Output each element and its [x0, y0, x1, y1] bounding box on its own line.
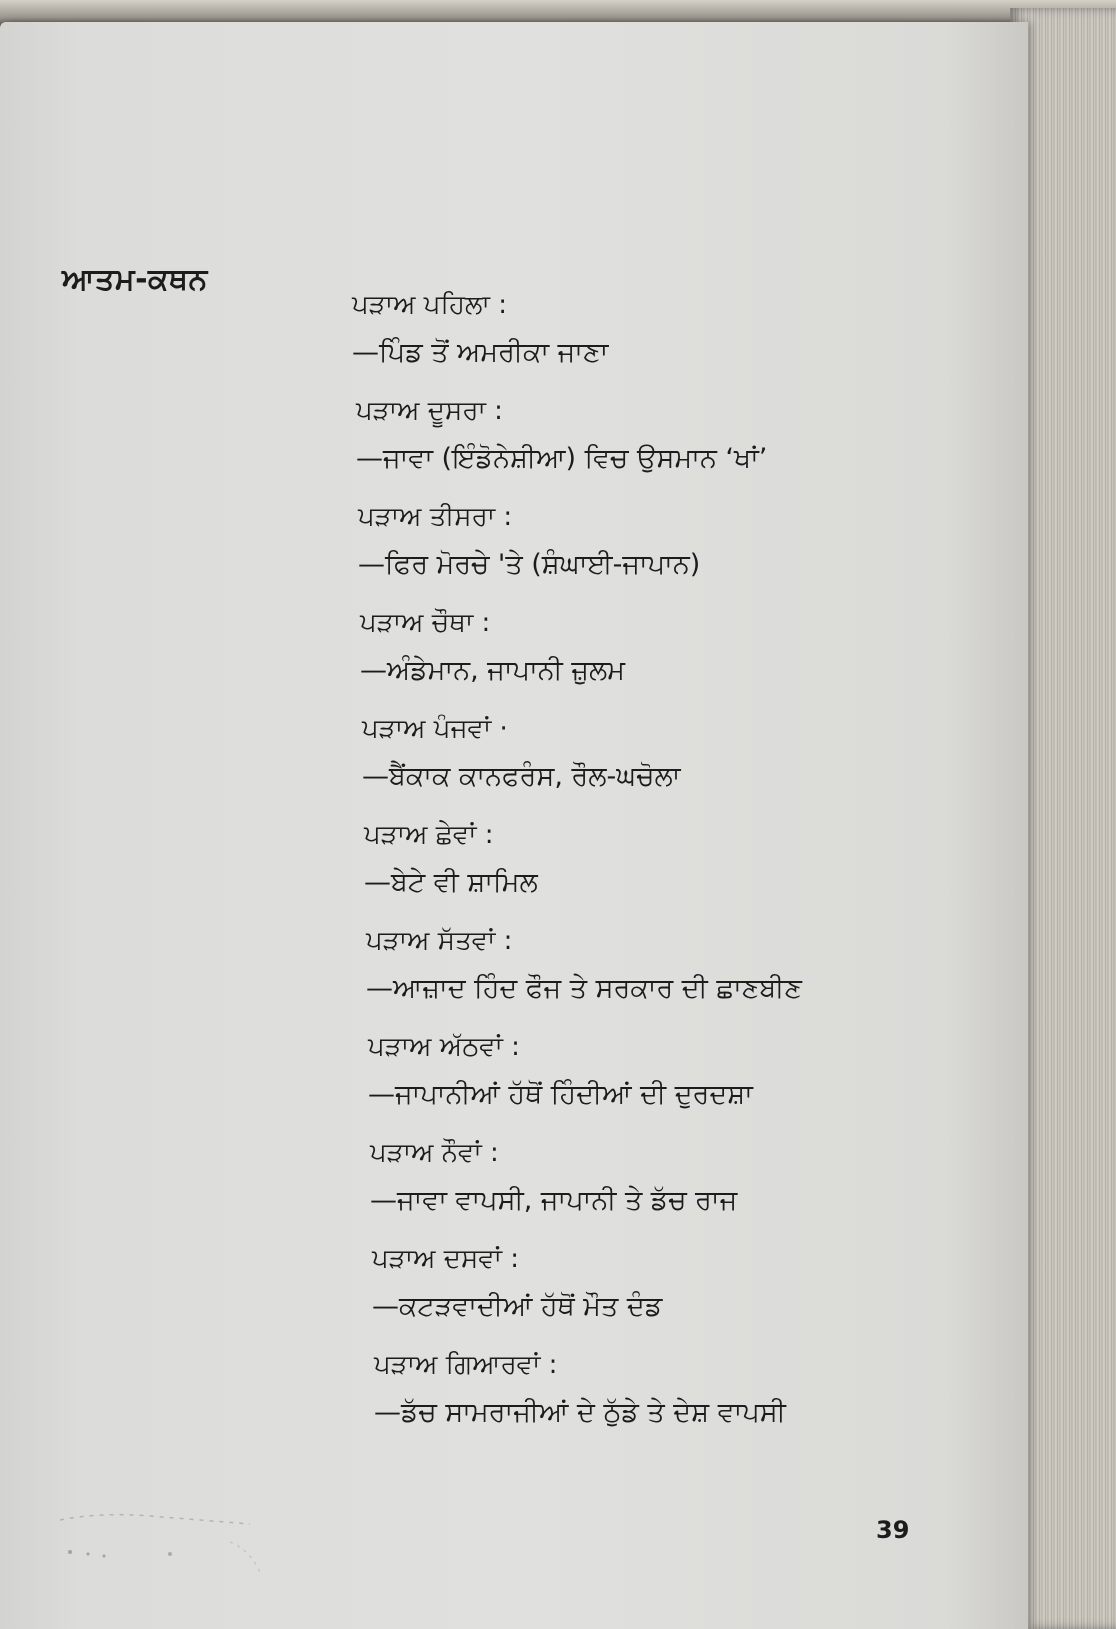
page-number: 39: [876, 1516, 910, 1544]
stage-subtitle: —ਪਿੰਡ ਤੋਂ ਅਮਰੀਕਾ ਜਾਣਾ: [352, 337, 609, 368]
stage-entry-3: [358, 500, 700, 582]
stage-heading: ਪੜਾਅ ਦਸਵਾਂ :: [372, 1244, 519, 1274]
stage-subtitle: —ਕਟੜਵਾਦੀਆਂ ਹੱਥੋਂ ਮੌਤ ਦੰਡ: [372, 1291, 663, 1322]
stage-heading: ਪੜਾਅ ਸੱਤਵਾਂ :: [366, 926, 513, 956]
stage-heading: ਪੜਾਅ ਛੇਵਾਂ :: [364, 820, 494, 850]
stage-heading: ਪੜਾਅ ਦੂਸਰਾ :: [356, 396, 503, 426]
stage-subtitle: —ਜਾਪਾਨੀਆਂ ਹੱਥੋਂ ਹਿੰਦੀਆਂ ਦੀ ਦੁਰਦਸ਼ਾ: [368, 1079, 753, 1110]
stage-heading: ਪੜਾਅ ਚੌਥਾ :: [360, 608, 491, 638]
book-page: [0, 22, 1028, 1629]
stage-subtitle: —ਬੈਂਕਾਕ ਕਾਨਫਰੰਸ, ਰੌਲ-ਘਚੋਲਾ: [362, 761, 681, 792]
stage-subtitle: —ਜਾਵਾ (ਇੰਡੋਨੇਸ਼ੀਆ) ਵਿਚ ਉਸਮਾਨ ‘ਖਾਂ’: [356, 443, 768, 474]
stage-entry-7: [366, 924, 802, 1006]
stage-subtitle: —ਡੱਚ ਸਾਮਰਾਜੀਆਂ ਦੇ ਠੁੱਡੇ ਤੇ ਦੇਸ਼ ਵਾਪਸੀ: [374, 1397, 786, 1428]
stage-subtitle: —ਫਿਰ ਮੋਰਚੇ 'ਤੇ (ਸ਼ੰਘਾਈ-ਜਾਪਾਨ): [358, 549, 701, 580]
stage-entry-8: [368, 1030, 753, 1112]
paper-smudge-marks: [60, 1502, 300, 1582]
stage-subtitle: —ਬੇਟੇ ਵੀ ਸ਼ਾਮਿਲ: [364, 867, 538, 898]
stage-subtitle: —ਜਾਵਾ ਵਾਪਸੀ, ਜਾਪਾਨੀ ਤੇ ਡੱਚ ਰਾਜ: [370, 1185, 738, 1216]
stage-entry-11: [374, 1348, 786, 1430]
chapter-title: ਆਤਮ-ਕਥਨ: [62, 262, 208, 297]
stage-heading: ਪੜਾਅ ਗਿਆਰਵਾਂ :: [374, 1350, 558, 1380]
stage-entry-2: [356, 394, 767, 476]
stage-subtitle: —ਅੰਡੇਮਾਨ, ਜਾਪਾਨੀ ਜ਼ੁਲਮ: [360, 655, 625, 686]
stage-entry-6: [364, 818, 538, 900]
stage-entry-4: [360, 606, 625, 688]
stage-subtitle: —ਆਜ਼ਾਦ ਹਿੰਦ ਫੌਜ ਤੇ ਸਰਕਾਰ ਦੀ ਛਾਣਬੀਣ: [366, 973, 802, 1004]
stage-heading: ਪੜਾਅ ਅੱਠਵਾਂ :: [368, 1032, 520, 1062]
stage-entry-10: [372, 1242, 662, 1324]
stage-heading: ਪੜਾਅ ਤੀਸਰਾ :: [358, 502, 513, 532]
stage-entry-9: [370, 1136, 737, 1218]
stage-heading: ਪੜਾਅ ਪਹਿਲਾ :: [352, 290, 507, 320]
stage-heading: ਪੜਾਅ ਨੌਵਾਂ :: [370, 1138, 499, 1168]
stage-entry-5: [362, 712, 681, 794]
stage-entry-1: [352, 288, 608, 370]
stage-heading: ਪੜਾਅ ਪੰਜਵਾਂ ·: [362, 714, 508, 744]
